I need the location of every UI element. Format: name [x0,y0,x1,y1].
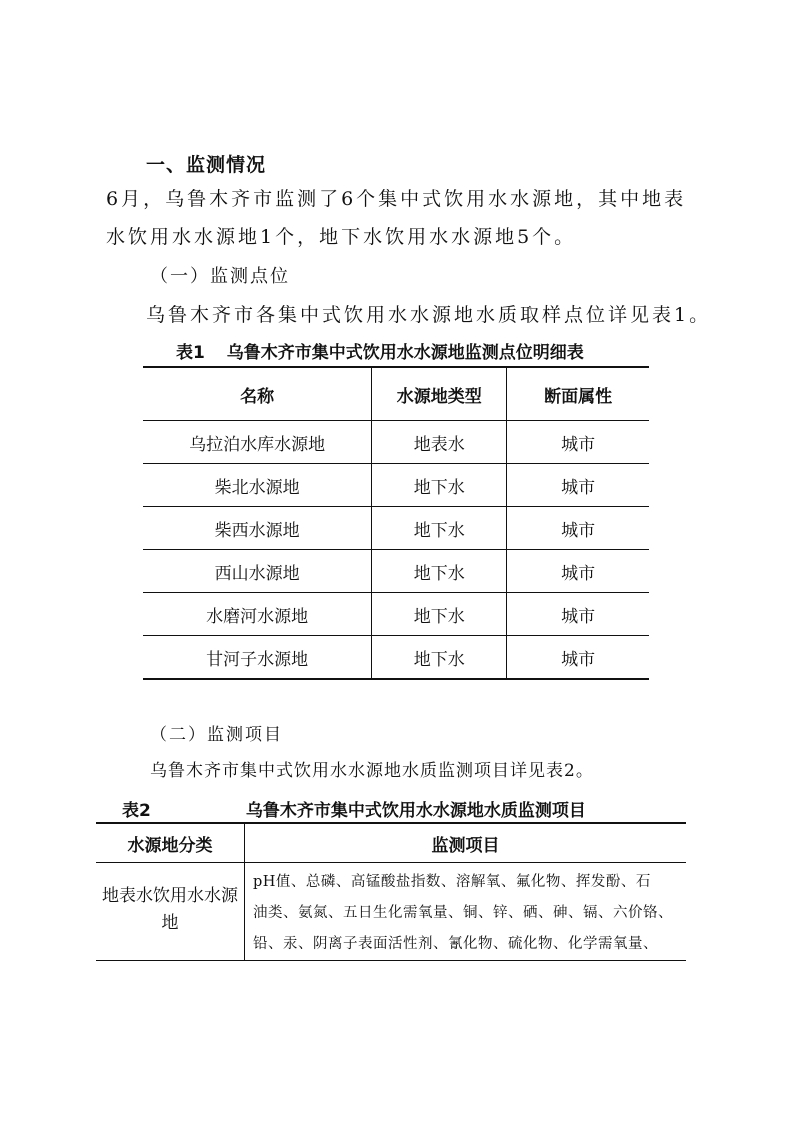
table1-caption [176,338,584,363]
cell-type: 地下水 [372,507,507,550]
column-header-type: 水源地类型 [372,367,507,421]
table-row [143,550,649,593]
monitoring-points-table [143,366,649,680]
items-line: 油类、氨氮、五日生化需氧量、铜、锌、硒、砷、镉、六价铬、 [253,905,673,921]
column-header-category: 水源地分类 [96,823,245,863]
column-header-attribute: 断面属性 [507,367,649,421]
subheading-monitoring-points: （一）监测点位 [150,266,290,287]
table2-caption-number: 表2 [122,801,151,821]
cell-type: 地下水 [372,593,507,636]
table-header-row [96,823,686,863]
table2-caption [122,796,682,821]
cell-attribute: 城市 [507,507,649,550]
cell-items [245,863,687,961]
cell-name: 柴北水源地 [143,464,372,507]
items-paragraph: 乌鲁木齐市集中式饮用水水源地水质监测项目详见表2。 [150,761,594,781]
column-header-items: 监测项目 [245,823,687,863]
cell-type: 地下水 [372,636,507,680]
cell-attribute: 城市 [507,421,649,464]
cell-name: 乌拉泊水库水源地 [143,421,372,464]
table1-caption-title: 乌鲁木齐市集中式饮用水水源地监测点位明细表 [226,343,584,363]
subheading-monitoring-items: （二）监测项目 [150,725,283,745]
table-row [143,636,649,680]
cell-name: 西山水源地 [143,550,372,593]
cell-name: 水磨河水源地 [143,593,372,636]
cell-name: 甘河子水源地 [143,636,372,680]
section-heading-monitoring: 一、监测情况 [146,154,267,176]
items-line: pH值、总磷、高锰酸盐指数、溶解氧、氟化物、挥发酚、石 [253,874,651,890]
cell-attribute: 城市 [507,464,649,507]
cell-attribute: 城市 [507,593,649,636]
cell-category: 地表水饮用水水源地 [96,863,245,961]
intro-paragraph: 6月，乌鲁木齐市监测了6个集中式饮用水水源地，其中地表水饮用水水源地1个，地下水饮用水水源地5个。 [106,188,687,248]
table-row [96,863,686,961]
table-row [143,507,649,550]
table1-caption-number: 表1 [176,343,205,363]
cell-type: 地表水 [372,421,507,464]
monitoring-items-table [96,822,686,961]
cell-type: 地下水 [372,464,507,507]
points-paragraph: 乌鲁木齐市各集中式饮用水水源地水质取样点位详见表1。 [146,304,712,326]
table2-caption-title: 乌鲁木齐市集中式饮用水水源地水质监测项目 [245,801,586,821]
cell-type: 地下水 [372,550,507,593]
table-row [143,421,649,464]
cell-attribute: 城市 [507,550,649,593]
table-row [143,593,649,636]
table-header-row [143,367,649,421]
items-line: 铅、汞、阴离子表面活性剂、氰化物、硫化物、化学需氧量、 [253,936,658,952]
cell-name: 柴西水源地 [143,507,372,550]
cell-attribute: 城市 [507,636,649,680]
column-header-name: 名称 [143,367,372,421]
table-row [143,464,649,507]
